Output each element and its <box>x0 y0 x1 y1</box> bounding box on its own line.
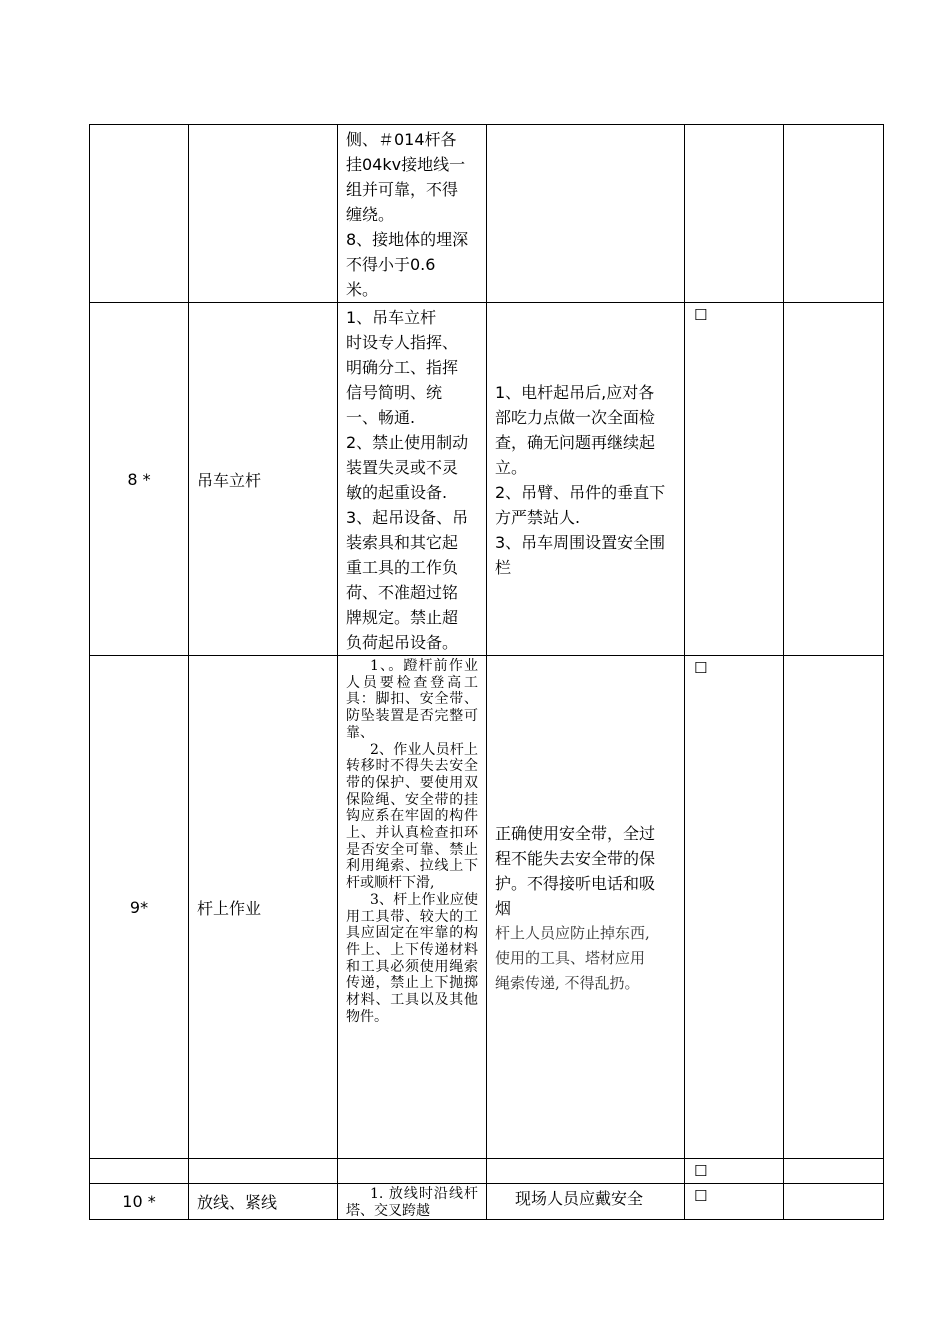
requirements-cell <box>487 125 685 303</box>
number-cell: 9* <box>90 656 189 1159</box>
measures-cell <box>338 125 487 303</box>
remark-cell <box>784 125 884 303</box>
check-cell <box>685 656 784 1159</box>
table-row-7-continuation <box>90 125 884 303</box>
measures-cell <box>338 656 487 1159</box>
requirements-cell <box>487 303 685 656</box>
check-cell <box>685 1184 784 1220</box>
table-row-10 <box>90 1184 884 1220</box>
requirements-cell <box>487 656 685 1159</box>
remark-cell <box>784 1159 884 1184</box>
measures-text: 1、吊车立杆 时设专人指挥、 明确分工、指挥 信号简明、统 一、畅通. 2、禁止使用制动 装置失灵或不灵 敏的起重设备. 3、起吊设备、吊 装索具和其它起 重工具的工作负 荷、不准超过铭 牌规定。禁止超 负荷起吊设备。 <box>346 308 469 652</box>
requirements-cell <box>487 1184 685 1220</box>
number-cell: 8 * <box>90 303 189 656</box>
task-cell <box>189 1159 338 1184</box>
task-cell: 吊车立杆 <box>189 303 338 656</box>
table-row-9 <box>90 656 884 1159</box>
measures-cell <box>338 303 487 656</box>
requirements-text: 正确使用安全带，全过 程不能失去安全带的保 护。不得接听电话和吸 烟 杆上人员应防止掉东西, 使用的工具、塔材应用 绳索传递, 不得乱扔。 <box>487 819 684 996</box>
check-cell <box>685 303 784 656</box>
remark-cell <box>784 303 884 656</box>
check-cell <box>685 1159 784 1184</box>
table-row-8 <box>90 303 884 656</box>
task-cell: 放线、紧线 <box>189 1184 338 1220</box>
requirements-text: 1、电杆起吊后,应对各 部吃力点做一次全面检 查，确无问题再继续起 立。 2、吊臂、吊件的垂直下 方严禁站人. 3、吊车周围设置安全围 栏 <box>495 383 666 577</box>
table-row-empty <box>90 1159 884 1184</box>
task-cell: 杆上作业 <box>189 656 338 1159</box>
measures-cell <box>338 1184 487 1220</box>
remark-cell <box>784 1184 884 1220</box>
checkbox-icon[interactable]: ☐ <box>694 306 708 324</box>
check-cell <box>685 125 784 303</box>
task-cell <box>189 125 338 303</box>
safety-measures-table <box>89 124 884 1220</box>
measures-text: 1、。蹬杆前作业人员要检查登高工具：脚扣、安全带、防坠装置是否完整可靠、 2、作业人员杆上转移时不得失去安全带的保护、要使用双保险绳、安全带的挂钩应系在牢固的构件上、并认真检查扣环是否安全可靠、禁止利用绳索、拉线上下杆或顺杆下滑, 3、杆上作业应使用工具带、较大的工具应固定在牢靠的构件上、上下传递材料和工具必须使用绳索传递，禁止上下抛掷材料、工具以及其他物件。 <box>346 658 478 1025</box>
checkbox-icon[interactable]: ☐ <box>694 659 708 677</box>
measures-text: 1. 放线时沿线杆塔、交叉跨越 <box>346 1186 478 1219</box>
requirements-text: 现场人员应戴安全 <box>515 1189 644 1208</box>
measures-cell <box>338 1159 487 1184</box>
measures-text: 侧、＃014杆各 挂04kv接地线一 组并可靠，不得 缠绕。 8、接地体的埋深 不得小于0.6 米。 <box>346 130 469 299</box>
remark-cell <box>784 656 884 1159</box>
number-cell <box>90 125 189 303</box>
number-cell <box>90 1159 189 1184</box>
checkbox-icon[interactable]: ☐ <box>694 1162 708 1180</box>
requirements-cell <box>487 1159 685 1184</box>
requirements-note: 杆上人员应防止掉东西, 使用的工具、塔材应用 绳索传递, 不得乱扔。 <box>495 923 650 992</box>
checkbox-icon[interactable]: ☐ <box>694 1187 708 1205</box>
number-cell: 10 * <box>90 1184 189 1220</box>
